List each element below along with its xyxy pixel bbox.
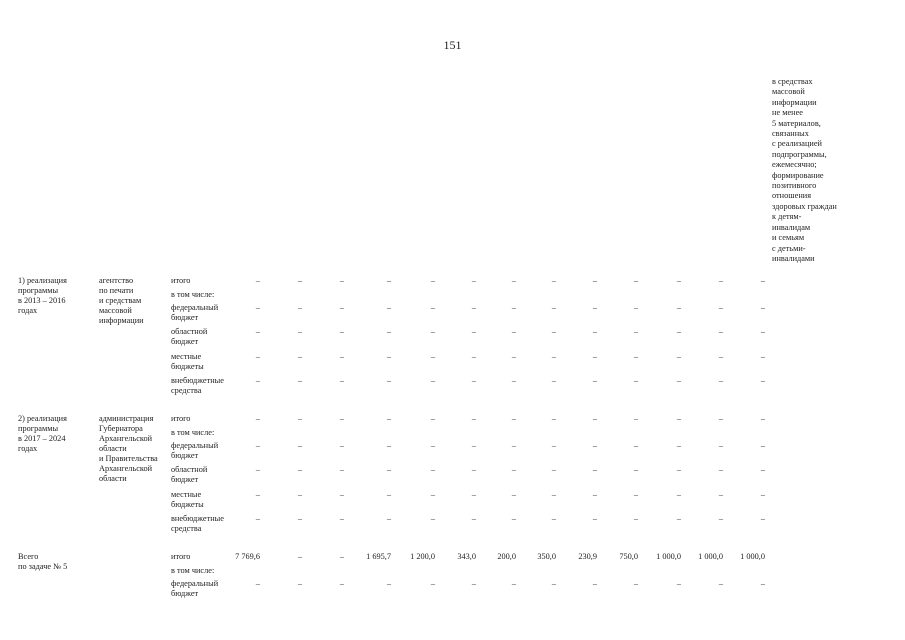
row-label: внебюджетные средства <box>171 514 224 533</box>
row-value: – <box>339 552 344 561</box>
row-value: – <box>255 303 260 312</box>
row-value: – <box>676 352 681 361</box>
row-label: итого <box>171 414 191 423</box>
row-label: в том числе: <box>171 428 215 437</box>
row-value: – <box>339 276 344 285</box>
row-value: – <box>676 579 681 588</box>
row-value: – <box>676 376 681 385</box>
row-value: – <box>297 276 302 285</box>
row-value: – <box>471 276 476 285</box>
row-value: – <box>430 465 435 474</box>
row-value: – <box>676 303 681 312</box>
row-value: – <box>633 352 638 361</box>
row-value: – <box>339 327 344 336</box>
row-value: – <box>511 327 516 336</box>
row-value: – <box>430 327 435 336</box>
row-value: 1 000,0 <box>740 552 765 561</box>
row-value: – <box>633 465 638 474</box>
row-value: – <box>471 579 476 588</box>
row-value: – <box>297 414 302 423</box>
row-value: – <box>255 465 260 474</box>
row-value: – <box>718 327 723 336</box>
row-value: – <box>718 276 723 285</box>
row-value: – <box>386 303 391 312</box>
row-value: – <box>471 441 476 450</box>
row-value: – <box>430 276 435 285</box>
row-value: – <box>386 579 391 588</box>
row-value: – <box>592 465 597 474</box>
row-value: – <box>551 352 556 361</box>
row-value: – <box>339 465 344 474</box>
row-value: – <box>255 414 260 423</box>
row-value: – <box>255 441 260 450</box>
row-value: – <box>430 303 435 312</box>
row-value: – <box>511 579 516 588</box>
row-value: – <box>471 514 476 523</box>
row-value: – <box>592 327 597 336</box>
row-value: – <box>471 376 476 385</box>
row-value: – <box>633 276 638 285</box>
row-value: – <box>511 352 516 361</box>
row-value: – <box>592 352 597 361</box>
row-value: – <box>760 376 765 385</box>
row-value: – <box>471 465 476 474</box>
row-value: – <box>255 376 260 385</box>
row-value: – <box>592 579 597 588</box>
row-value: 7 769,6 <box>235 552 260 561</box>
row-value: 1 000,0 <box>656 552 681 561</box>
row-value: – <box>676 465 681 474</box>
row-value: – <box>430 376 435 385</box>
row-value: – <box>430 352 435 361</box>
row-value: – <box>471 490 476 499</box>
row-value: – <box>760 514 765 523</box>
row-value: – <box>511 441 516 450</box>
row-value: – <box>760 327 765 336</box>
row-value: – <box>551 303 556 312</box>
row-value: – <box>297 327 302 336</box>
row-value: – <box>718 376 723 385</box>
row-value: – <box>386 490 391 499</box>
row-value: – <box>297 552 302 561</box>
row-value: 750,0 <box>619 552 638 561</box>
row-value: – <box>511 414 516 423</box>
row-value: – <box>633 376 638 385</box>
row-label: областной бюджет <box>171 465 208 484</box>
row-value: – <box>551 414 556 423</box>
row-value: – <box>592 490 597 499</box>
row-value: – <box>255 490 260 499</box>
row-value: – <box>339 303 344 312</box>
row-value: – <box>339 579 344 588</box>
row-value: – <box>430 441 435 450</box>
row-value: – <box>297 490 302 499</box>
row-value: – <box>430 490 435 499</box>
row-value: – <box>386 276 391 285</box>
row-value: – <box>297 514 302 523</box>
row-label: областной бюджет <box>171 327 208 346</box>
row-label: итого <box>171 552 191 561</box>
row-label: федеральный бюджет <box>171 579 219 598</box>
page-number: 151 <box>443 38 462 52</box>
row-value: – <box>386 352 391 361</box>
row-value: – <box>760 441 765 450</box>
row-value: – <box>551 579 556 588</box>
row-value: – <box>676 514 681 523</box>
row-value: – <box>760 579 765 588</box>
row-label: федеральный бюджет <box>171 303 219 322</box>
row-value: – <box>255 327 260 336</box>
row-value: – <box>592 376 597 385</box>
row-value: – <box>718 352 723 361</box>
row-value: 200,0 <box>497 552 516 561</box>
row-value: – <box>676 414 681 423</box>
row-value: – <box>760 352 765 361</box>
row-value: – <box>760 303 765 312</box>
row-value: – <box>297 579 302 588</box>
row-value: 1 000,0 <box>698 552 723 561</box>
row-value: 350,0 <box>537 552 556 561</box>
row-value: – <box>386 465 391 474</box>
row-value: – <box>511 514 516 523</box>
row-label: местные бюджеты <box>171 352 204 371</box>
row-value: – <box>430 514 435 523</box>
stage-label: 2) реализация программы в 2017 – 2024 годах <box>18 414 67 453</box>
executor-label: администрация Губернатора Архангельской области и Правительства Архангельской области <box>99 414 158 483</box>
row-value: – <box>255 352 260 361</box>
row-value: – <box>633 327 638 336</box>
row-value: – <box>718 441 723 450</box>
row-value: – <box>718 490 723 499</box>
row-value: – <box>760 490 765 499</box>
row-value: – <box>255 579 260 588</box>
row-label: в том числе: <box>171 290 215 299</box>
row-value: – <box>718 465 723 474</box>
row-value: – <box>297 376 302 385</box>
row-value: – <box>676 490 681 499</box>
row-value: – <box>386 376 391 385</box>
row-value: – <box>633 579 638 588</box>
row-value: – <box>551 514 556 523</box>
row-value: – <box>339 441 344 450</box>
row-value: – <box>339 352 344 361</box>
row-value: – <box>676 327 681 336</box>
row-value: – <box>339 376 344 385</box>
row-value: – <box>718 579 723 588</box>
row-value: – <box>511 490 516 499</box>
row-label: местные бюджеты <box>171 490 204 509</box>
row-value: – <box>760 414 765 423</box>
executor-label: агентство по печати и средствам массовой информации <box>99 276 144 325</box>
row-value: – <box>592 441 597 450</box>
row-value: – <box>386 514 391 523</box>
row-label: федеральный бюджет <box>171 441 219 460</box>
row-value: – <box>430 414 435 423</box>
row-value: – <box>471 303 476 312</box>
row-value: – <box>760 276 765 285</box>
row-value: – <box>633 441 638 450</box>
row-value: – <box>339 514 344 523</box>
row-value: – <box>511 376 516 385</box>
row-value: – <box>551 441 556 450</box>
row-value: – <box>297 465 302 474</box>
row-value: – <box>551 490 556 499</box>
row-value: 1 200,0 <box>410 552 435 561</box>
row-value: – <box>633 303 638 312</box>
row-value: – <box>592 303 597 312</box>
row-value: – <box>592 414 597 423</box>
row-value: – <box>592 276 597 285</box>
row-label: в том числе: <box>171 566 215 575</box>
row-value: – <box>471 414 476 423</box>
row-value: – <box>718 414 723 423</box>
row-value: – <box>633 490 638 499</box>
row-value: – <box>339 490 344 499</box>
row-value: – <box>551 327 556 336</box>
row-value: – <box>386 441 391 450</box>
row-value: 230,9 <box>578 552 597 561</box>
row-value: – <box>297 303 302 312</box>
row-value: – <box>633 514 638 523</box>
row-value: – <box>297 441 302 450</box>
row-value: – <box>718 303 723 312</box>
stage-label: Всего по задаче № 5 <box>18 552 68 571</box>
row-value: – <box>551 276 556 285</box>
row-value: – <box>592 514 597 523</box>
row-value: – <box>718 514 723 523</box>
row-value: – <box>511 303 516 312</box>
row-value: – <box>386 327 391 336</box>
row-value: – <box>297 352 302 361</box>
row-value: 343,0 <box>457 552 476 561</box>
row-value: – <box>471 327 476 336</box>
row-value: – <box>386 414 391 423</box>
row-value: – <box>511 276 516 285</box>
row-value: – <box>551 465 556 474</box>
row-value: – <box>676 441 681 450</box>
row-value: – <box>760 465 765 474</box>
row-value: – <box>551 376 556 385</box>
row-value: 1 695,7 <box>366 552 391 561</box>
row-value: – <box>339 414 344 423</box>
stage-label: 1) реализация программы в 2013 – 2016 годах <box>18 276 67 315</box>
row-label: внебюджетные средства <box>171 376 224 395</box>
row-value: – <box>255 514 260 523</box>
row-label: итого <box>171 276 191 285</box>
row-value: – <box>511 465 516 474</box>
row-value: – <box>633 414 638 423</box>
row-value: – <box>676 276 681 285</box>
row-value: – <box>430 579 435 588</box>
row-value: – <box>255 276 260 285</box>
result-note: в средствах массовой информации не менее 5 материалов, связанных с реализацией подпрограммы, ежемесячно; формирование позитивного отношения здоровых граждан к детям- инвалидам и семьям с детьми- инвалидами <box>772 77 837 263</box>
row-value: – <box>471 352 476 361</box>
